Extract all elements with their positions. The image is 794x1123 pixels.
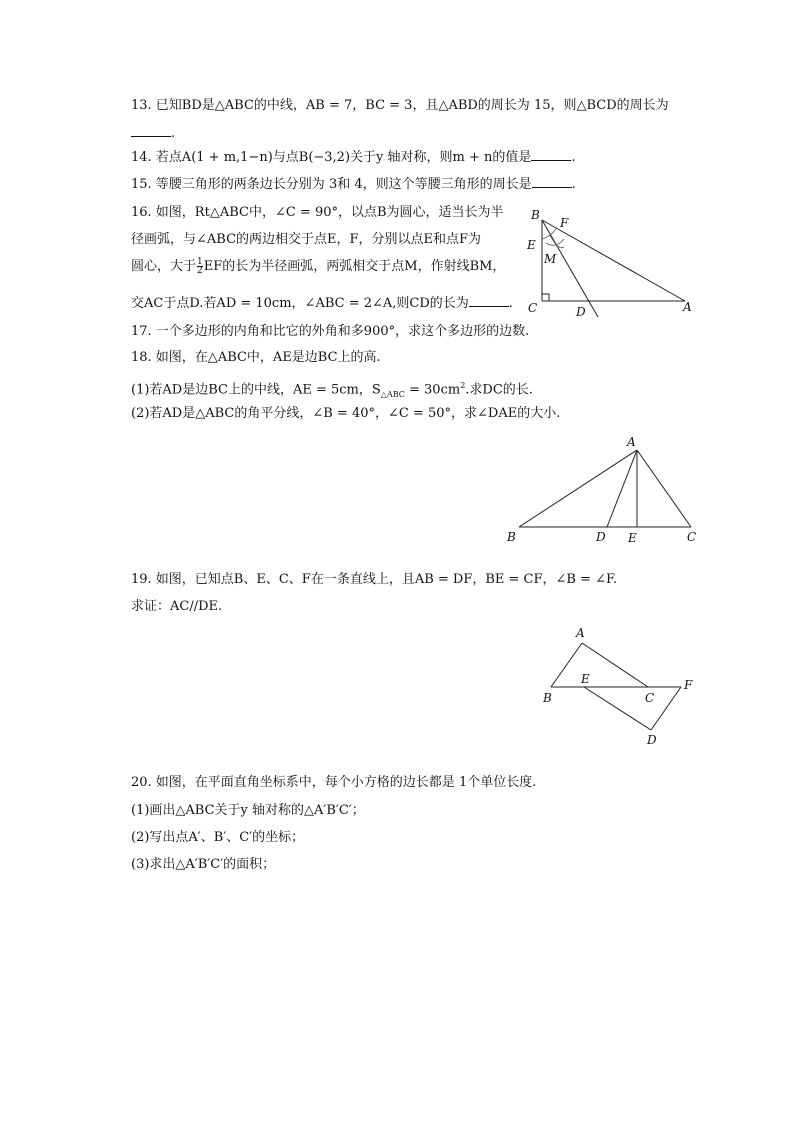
q13-period: . — [171, 126, 176, 141]
q18-line2 — [131, 377, 533, 404]
side-ac — [637, 450, 691, 527]
answer-blank[interactable] — [469, 294, 509, 307]
label-f: F — [560, 216, 569, 230]
q18-figure — [500, 430, 710, 548]
right-angle-mark — [542, 294, 549, 301]
q20-line3: (2)写出点A′、B′、C′的坐标； — [131, 830, 305, 845]
label-b: B — [507, 530, 516, 544]
q16-line2: 径画弧，与∠ABC的两边相交于点E，F，分别以点E和点F为 — [131, 232, 482, 247]
q19-line1: 19. 如图，已知点B、E、C、F在一条直线上，且AB = DF，BE = CF，∠B = ∠F. — [131, 572, 618, 587]
q16-period: . — [508, 296, 513, 311]
q16-line3 — [131, 258, 505, 276]
q20-line1: 20. 如图，在平面直角坐标系中，每个小方格的边长都是 1个单位长度. — [131, 775, 537, 790]
label-m: M — [544, 252, 557, 266]
q18-line2-c: .求DC的长. — [465, 382, 533, 398]
q13-line2 — [131, 124, 175, 143]
unit-superscript: 2 — [460, 381, 466, 390]
q18-line3: (2)若AD是△ABC的角平分线，∠B = 40°，∠C = 50°，求∠DAE的大小. — [131, 406, 561, 421]
q17-line: 17. 一个多边形的内角和比它的外角和多900°，求这个多边形的边数. — [131, 324, 530, 339]
label-a: A — [576, 626, 585, 640]
answer-blank[interactable] — [131, 124, 171, 137]
q20-line2: (1)画出△ABC关于y 轴对称的△A′B′C′； — [131, 803, 365, 818]
label-e: E — [581, 672, 590, 686]
label-c: C — [687, 530, 697, 544]
q13-line1: 13. 已知BD是△ABC的中线，AB = 7，BC = 3，且△ABD的周长为 15，则△BCD的周长为 — [131, 98, 669, 113]
q16-line4 — [131, 294, 513, 313]
label-d: D — [576, 305, 586, 319]
segment-ed — [584, 687, 651, 730]
label-a: A — [627, 435, 636, 449]
q20-line4: (3)求出△A′B′C′的面积； — [131, 857, 276, 872]
q19-line2: 求证：AC//DE. — [131, 599, 223, 614]
q14-period: . — [571, 150, 576, 165]
side-ab — [519, 450, 637, 527]
area-subscript: △ABC — [380, 389, 405, 399]
segment-ab — [551, 643, 582, 687]
label-d: D — [596, 530, 606, 544]
label-b: B — [531, 208, 540, 222]
q18-line2-a: (1)若AD是边BC上的中线，AE = 5cm，S — [131, 382, 381, 398]
q15-line — [131, 175, 576, 194]
label-e: E — [527, 238, 536, 252]
q15-period: . — [571, 177, 576, 192]
answer-blank[interactable] — [532, 175, 572, 188]
q16-line3-b: EF的长为半径画弧，两弧相交于点M，作射线BM， — [203, 259, 506, 274]
label-f: F — [684, 678, 693, 692]
fraction — [197, 258, 203, 275]
label-c: C — [645, 691, 655, 705]
fraction-numerator: 1 — [197, 257, 203, 267]
q16-line3-a: 圆心，大于 — [131, 259, 197, 274]
q19-figure — [535, 620, 705, 750]
q16-line1: 16. 如图，Rt△ABC中，∠C = 90°，以点B为圆心，适当长为半 — [131, 205, 504, 220]
side-ab — [542, 220, 685, 301]
segment-df — [651, 687, 681, 730]
q18-line2-b: = 30cm — [404, 382, 461, 398]
label-a: A — [683, 300, 692, 314]
q15-text: 15. 等腰三角形的两条边长分别为 3和 4，则这个等腰三角形的周长是 — [131, 177, 532, 192]
label-e: E — [628, 531, 637, 545]
label-b: B — [543, 691, 552, 705]
label-d: D — [647, 733, 657, 747]
label-c: C — [528, 301, 538, 315]
q14-line — [131, 148, 576, 167]
q18-line1: 18. 如图，在△ABC中，AE是边BC上的高. — [131, 350, 381, 365]
q14-text: 14. 若点A(1 + m,1−n)与点B(−3,2)关于y 轴对称，则m + n的值是 — [131, 150, 532, 165]
arc-ef — [542, 229, 556, 239]
segment-ac — [582, 643, 648, 687]
q16-line4-text: 交AC于点D.若AD = 10cm，∠ABC = 2∠A,则CD的长为 — [131, 296, 469, 311]
answer-blank[interactable] — [531, 148, 571, 161]
fraction-denominator: 2 — [197, 266, 203, 276]
q16-figure — [520, 205, 700, 320]
segment-ad — [607, 450, 637, 527]
